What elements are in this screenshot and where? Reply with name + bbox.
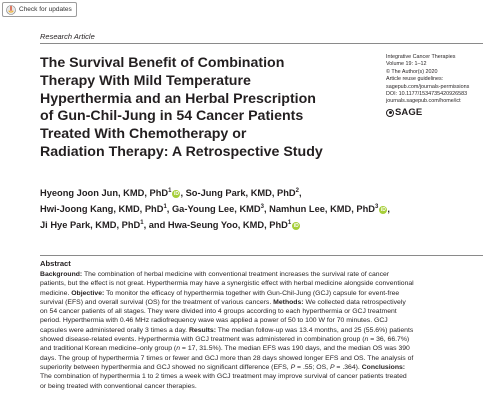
section-label: Results:	[188, 326, 216, 334]
author-name[interactable]: , and Hwa-Seung Yoo, KMD, PhD	[143, 220, 288, 230]
abstract-body	[40, 270, 483, 391]
abstract-line: on 54 cancer patients of all stages. They were divided into 4 groups according to each hyperthermia or GCJ treatment	[40, 308, 397, 316]
author-name[interactable]: , Namhun Lee, KMD, PhD	[263, 204, 376, 214]
author-separator: ,	[298, 188, 302, 198]
author-list	[40, 185, 480, 233]
journal-info	[386, 54, 486, 118]
title-line: Therapy With Mild Temperature	[40, 72, 251, 89]
journal-name: Integrative Cancer Therapies	[386, 54, 456, 60]
title-line: Radiation Therapy: A Retrospective Study	[40, 143, 323, 160]
abstract-text: The combination of herbal medicine with conventional treatment increases the survival rate of cancer	[82, 271, 390, 278]
section-label: Conclusions:	[361, 363, 406, 371]
abstract-text: showed disease-related events. Hyperthermia with GCJ treatment was administered in combination group (	[40, 336, 365, 344]
section-label: Objective:	[71, 289, 105, 297]
journal-home-link[interactable]: journals.sagepub.com/home/ict	[386, 98, 461, 105]
abstract-divider	[40, 255, 483, 256]
section-label: Background:	[40, 271, 83, 278]
title-line: of Gun-Chil-Jung in 54 Cancer Patients	[40, 108, 304, 125]
author-name[interactable]: , So-Jung Park, KMD, PhD	[180, 188, 296, 198]
abstract-text: To monitor the efficacy of hyperthermia together with Gun-Chil-Jung (GCJ) capsule for event-free	[104, 289, 400, 297]
abstract-line: patients, but the effect is not great. Hyperthermia may have a synergistic effect with herbal medicine alongside conventional	[40, 280, 414, 288]
abstract-line	[40, 289, 483, 298]
math-variable: n	[364, 336, 369, 344]
author-name[interactable]: Hwi-Joong Kang, KMD, PhD	[40, 204, 164, 214]
orcid-icon[interactable]: iD	[173, 191, 179, 197]
abstract-text: = 36, 66.7%)	[368, 336, 410, 344]
abstract-line: The combination of hyperthermia 1 to 2 times a week with GCJ treatment may improve survival of cancer patients treated	[40, 373, 407, 381]
abstract-line	[40, 344, 483, 353]
section-label: Methods:	[273, 298, 304, 306]
sage-logo-icon	[386, 109, 394, 117]
publisher-logo	[386, 108, 486, 118]
affiliation-mark: 1	[287, 220, 292, 226]
article-type: Research Article	[40, 32, 95, 41]
abstract-line	[40, 363, 483, 372]
abstract-line	[40, 326, 483, 335]
abstract-text: = .55; OS,	[295, 363, 330, 371]
abstract-text: The median follow-up was 13.4 months, and 25 (55.6%) patients	[216, 326, 414, 334]
abstract-line	[40, 270, 483, 279]
abstract-text: capsules were administered orally 3 times a day.	[40, 326, 189, 334]
check-for-updates-label: Check for updates	[19, 6, 72, 13]
top-divider	[40, 43, 483, 44]
orcid-icon[interactable]: iD	[380, 207, 386, 213]
math-variable: P	[290, 363, 296, 371]
author-line	[40, 201, 480, 217]
author-name[interactable]: Ji Hye Park, KMD, PhD	[40, 220, 141, 230]
author-separator: ,	[387, 204, 390, 214]
abstract-text: and traditional Korean medicine–only group (	[40, 345, 177, 353]
affiliation-mark: 1	[140, 220, 144, 226]
permissions-link[interactable]: sagepub.com/journals-permissions	[386, 83, 470, 90]
author-name[interactable]: , Ga-Young Lee, KMD	[166, 204, 261, 214]
doi-link[interactable]: DOI: 10.1177/1534735420926583	[386, 91, 468, 98]
math-variable: P	[329, 363, 335, 371]
abstract-text: superiority between hyperthermia and GCJ showed no significant difference (EFS,	[40, 363, 291, 371]
abstract-text: We collected data retrospectively	[303, 298, 406, 306]
abstract-text: medicine.	[40, 289, 72, 297]
affiliation-mark: 3	[260, 204, 264, 210]
journal-volume: Volume 19: 1–12	[386, 61, 427, 68]
title-line: Hyperthermia and an Herbal Prescription	[40, 90, 316, 107]
affiliation-mark: 3	[375, 204, 379, 210]
abstract-line	[40, 298, 483, 307]
reuse-guidelines: Article reuse guidelines:	[386, 76, 444, 83]
abstract-line: days. The group of hyperthermia 7 times or fewer and GCJ more than 28 days showed longer EFS and OS. The analysis of	[40, 354, 414, 362]
affiliation-mark: 2	[295, 188, 299, 194]
author-name[interactable]: Hyeong Joon Jun, KMD, PhD	[40, 188, 169, 198]
abstract-text: = .364).	[334, 363, 362, 371]
check-for-updates-button[interactable]	[2, 2, 77, 17]
update-icon	[6, 5, 16, 15]
math-variable: n	[176, 345, 181, 353]
abstract-line: or being treated with conventional cancer therapies.	[40, 382, 197, 390]
abstract-heading: Abstract	[40, 259, 71, 268]
abstract-line	[40, 335, 483, 344]
article-title	[40, 55, 376, 162]
affiliation-mark: 1	[168, 188, 172, 194]
abstract-line: period. Hyperthermia with 0.46 MHz radiofrequency wave was applied a power of 50 to 100 W for 70 minutes. GCJ	[40, 317, 388, 325]
publisher-name: SAGE	[395, 106, 423, 118]
author-line	[40, 185, 480, 201]
affiliation-mark: 1	[163, 204, 167, 210]
title-line: The Survival Benefit of Combination	[40, 55, 285, 71]
copyright: © The Author(s) 2020	[386, 68, 438, 75]
orcid-icon[interactable]: iD	[293, 223, 299, 229]
title-line: Treated With Chemotherapy or	[40, 126, 247, 143]
abstract-text: = 17, 31.5%). The median EFS was 190 days, and the median OS was 390	[180, 345, 410, 353]
abstract-text: survival (EFS) and overall survival (OS) for the treatment of various cancers.	[40, 298, 274, 306]
author-line	[40, 217, 480, 233]
